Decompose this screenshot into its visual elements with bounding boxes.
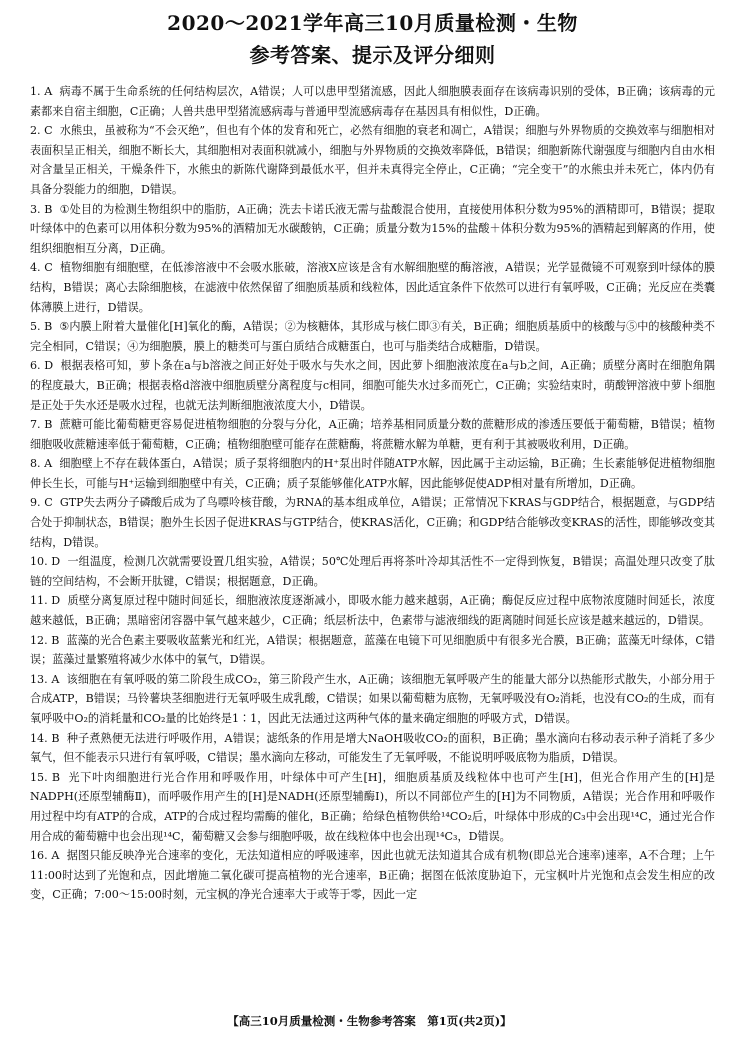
- answer-item: 12. B 蓝藻的光合色素主要吸收蓝紫光和红光，A错误；根据题意，蓝藻在电镜下可见细胞质中有很多光合膜，B正确；蓝藻无叶绿体，C错误；蓝藻过量繁殖将减少水体中的氧气，D错误。: [30, 633, 715, 667]
- answer-item: 10. D 一组温度，检测几次就需要设置几组实验，A错误；50℃处理后再将茶叶冷却其活性不一定得到恢复，B错误；高温处理只改变了肽链的空间结构，不会断开肽键，C错误；根据题意，D正确。: [30, 555, 715, 588]
- answer-item: 3. B ①处目的为检测生物组织中的脂肪，A正确；洗去卡诺氏液无需与盐酸混合使用，直接使用体积分数为95%的酒精即可，B错误；提取叶绿体中的色素可以用体积分数为95%的酒精加无水碳酸钠，C正确；质量分数为15%的盐酸＋体积分数为95%的酒精起到解离的作用，使组织细胞相互分离，D正确。: [30, 202, 715, 255]
- page-footer: 【高三10月质量检测・生物参考答案 第1页(共2页)】: [227, 1014, 512, 1028]
- answer-item: 4. C 植物细胞有细胞壁，在低渗溶液中不会吸水胀破，溶液X应该是含有水解细胞壁的酶溶液，A错误；光学显微镜不可观察到叶绿体的膜结构，B错误；离心去除细胞核，在滤液中依然保留了细胞质基质和线粒体，因此适宜条件下依然可以进行有氧呼吸，C正确；光反应在类囊体薄膜上进行，D错误。: [30, 261, 715, 314]
- answer-item: 7. B 蔗糖可能比葡萄糖更容易促进植物细胞的分裂与分化，A正确；培养基相同质量分数的蔗糖形成的渗透压要低于葡萄糖，B错误；植物细胞吸收蔗糖速率低于葡萄糖，C正确；植物细胞壁可能存在蔗糖酶，将蔗糖水解为单糖，更有利于其被吸收利用，D正确。: [30, 418, 716, 451]
- page-subtitle: 参考答案、提示及评分细则: [249, 43, 496, 67]
- answer-item: 5. B ⑤内膜上附着大量催化[H]氧化的酶，A错误；②为核糖体，其形成与核仁即③有关，B正确；细胞质基质中的核酸与⑤中的核酸种类不完全相同，C错误；④为细胞膜，膜上的糖类可与蛋白质结合成糖蛋白，也可与脂类结合成糖脂，D错误。: [30, 320, 715, 353]
- answer-item: 2. C 水熊虫，虽被称为“不会灭绝”，但也有个体的发育和死亡，必然有细胞的衰老和凋亡，A错误；细胞与外界物质的交换效率与细胞相对表面积呈正相关，细胞不断长大，其细胞相对表面积就减小，细胞与外界物质的交换效率降低，B错误；细胞新陈代谢强度与细胞内自由水相对含量呈正相关，干燥条件下，水熊虫的新陈代谢降到最低水平，但并未真得完全停止，C正确；“完全变干”的水熊虫并未死亡，体内仍有具备分裂能力的细胞，D错误。: [30, 124, 715, 196]
- answer-item: 9. C GTP失去两分子磷酸后成为了鸟嘌呤核苷酸，为RNA的基本组成单位，A错误；正常情况下KRAS与GDP结合，根据题意，与GDP结合处于抑制状态，B错误；胞外生长因子促进KRAS与GTP结合，使KRAS活化，C正确；和GDP结合能够改变KRAS的活性，即能够改变其结构，D错误。: [30, 496, 715, 549]
- answer-list: [30, 82, 715, 905]
- answer-item: 15. B 光下叶肉细胞进行光合作用和呼吸作用，叶绿体中可产生[H]，细胞质基质及线粒体中也可产生[H]，但光合作用产生的[H]是NADPH(还原型辅酶Ⅱ)，而呼吸作用产生的[H]是NADH(还原型辅酶Ⅰ)，所以不同部位产生的[H]为不同物质，A错误；光合作用和呼吸作用过程中均有ATP的合成，ATP的合成过程均需酶的催化，B正确；给绿色植物供给¹⁴CO₂后，叶绿体中形成的C₃中会出现¹⁴C，通过光合作用合成的葡萄糖中也会出现¹⁴C，葡萄糖又会参与细胞呼吸，故在线粒体中也会出现¹⁴C₃，D错误。: [30, 770, 715, 843]
- answer-item: 14. B 种子煮熟便无法进行呼吸作用，A错误；滤纸条的作用是增大NaOH吸收CO₂的面积，B正确；墨水滴向右移动表示种子消耗了多少氧气，但不能表示只进行有氧呼吸，C错误；墨水滴向左移动，可能发生了无氧呼吸，不能说明呼吸底物为脂质，D错误。: [30, 731, 715, 765]
- answer-item: 13. A 该细胞在有氧呼吸的第二阶段生成CO₂，第三阶段产生水，A正确；该细胞无氧呼吸产生的能量大部分以热能形式散失，小部分用于合成ATP，B错误；马铃薯块茎细胞进行无氧呼吸生成乳酸，C错误；如果以葡萄糖为底物，无氧呼吸没有O₂消耗，也没有CO₂的生成，而有氧呼吸中O₂的消耗量和CO₂量的比始终是1∶1，因此无法通过这两种气体的量来确定细胞的呼吸方式，D错误。: [30, 672, 715, 725]
- answer-item: 1. A 病毒不属于生命系统的任何结构层次，A错误；人可以患甲型猪流感，因此人细胞膜表面存在该病毒识别的受体，B正确；该病毒的元素都来自宿主细胞，C正确；人兽共患甲型猪流感病毒与普通甲型流感病毒存在基因具有相似性，D正确。: [30, 85, 715, 118]
- page-title: 2020～2021学年高三10月质量检测・生物: [167, 11, 578, 35]
- answer-item: 11. D 质壁分离复原过程中随时间延长，细胞液浓度逐渐减小，即吸水能力越来越弱，A正确；酶促反应过程中底物浓度随时间延长，浓度越来越低，B正确；黑暗密闭容器中氧气越来越少，C正确；纸层析法中，色素带与滤液细线的距离随时间延长应该是越来越远的，D错误。: [30, 594, 715, 628]
- answer-item: 8. A 细胞壁上不存在载体蛋白，A错误；质子泵将细胞内的H⁺泵出时伴随ATP水解，因此属于主动运输，B正确；生长素能够促进植物细胞伸长生长，可能与H⁺运输到细胞壁中有关，C正确；质子泵能够催化ATP水解，因此能够促使ADP相对量有所增加，D正确。: [30, 457, 716, 490]
- answer-item: 16. A 据图只能反映净光合速率的变化，无法知道相应的呼吸速率，因此也就无法知道其合成有机物(即总光合速率)速率，A不合理；上午11:00时达到了光饱和点，因此增施二氧化碳可提高植物的光合速率，B正确；据图在低浓度胁迫下，元宝枫叶片光饱和点会发生相应的改变，C正确；7:00～15:00时刻，元宝枫的净光合速率大于或等于零，因此一定: [30, 849, 715, 902]
- answer-item: 6. D 根据表格可知，萝卜条在a与b溶液之间正好处于吸水与失水之间，因此萝卜细胞液浓度在a与b之间，A正确；质壁分离时在细胞角隅的程度最大，B正确；根据表格d溶液中细胞质壁分离程度与c相同，细胞可能失水过多而死亡，C正确；实验结束时，萌酸钾溶液中萝卜细胞是正处于失水还是吸水过程，也就无法判断细胞液浓度大小，D错误。: [30, 359, 715, 412]
